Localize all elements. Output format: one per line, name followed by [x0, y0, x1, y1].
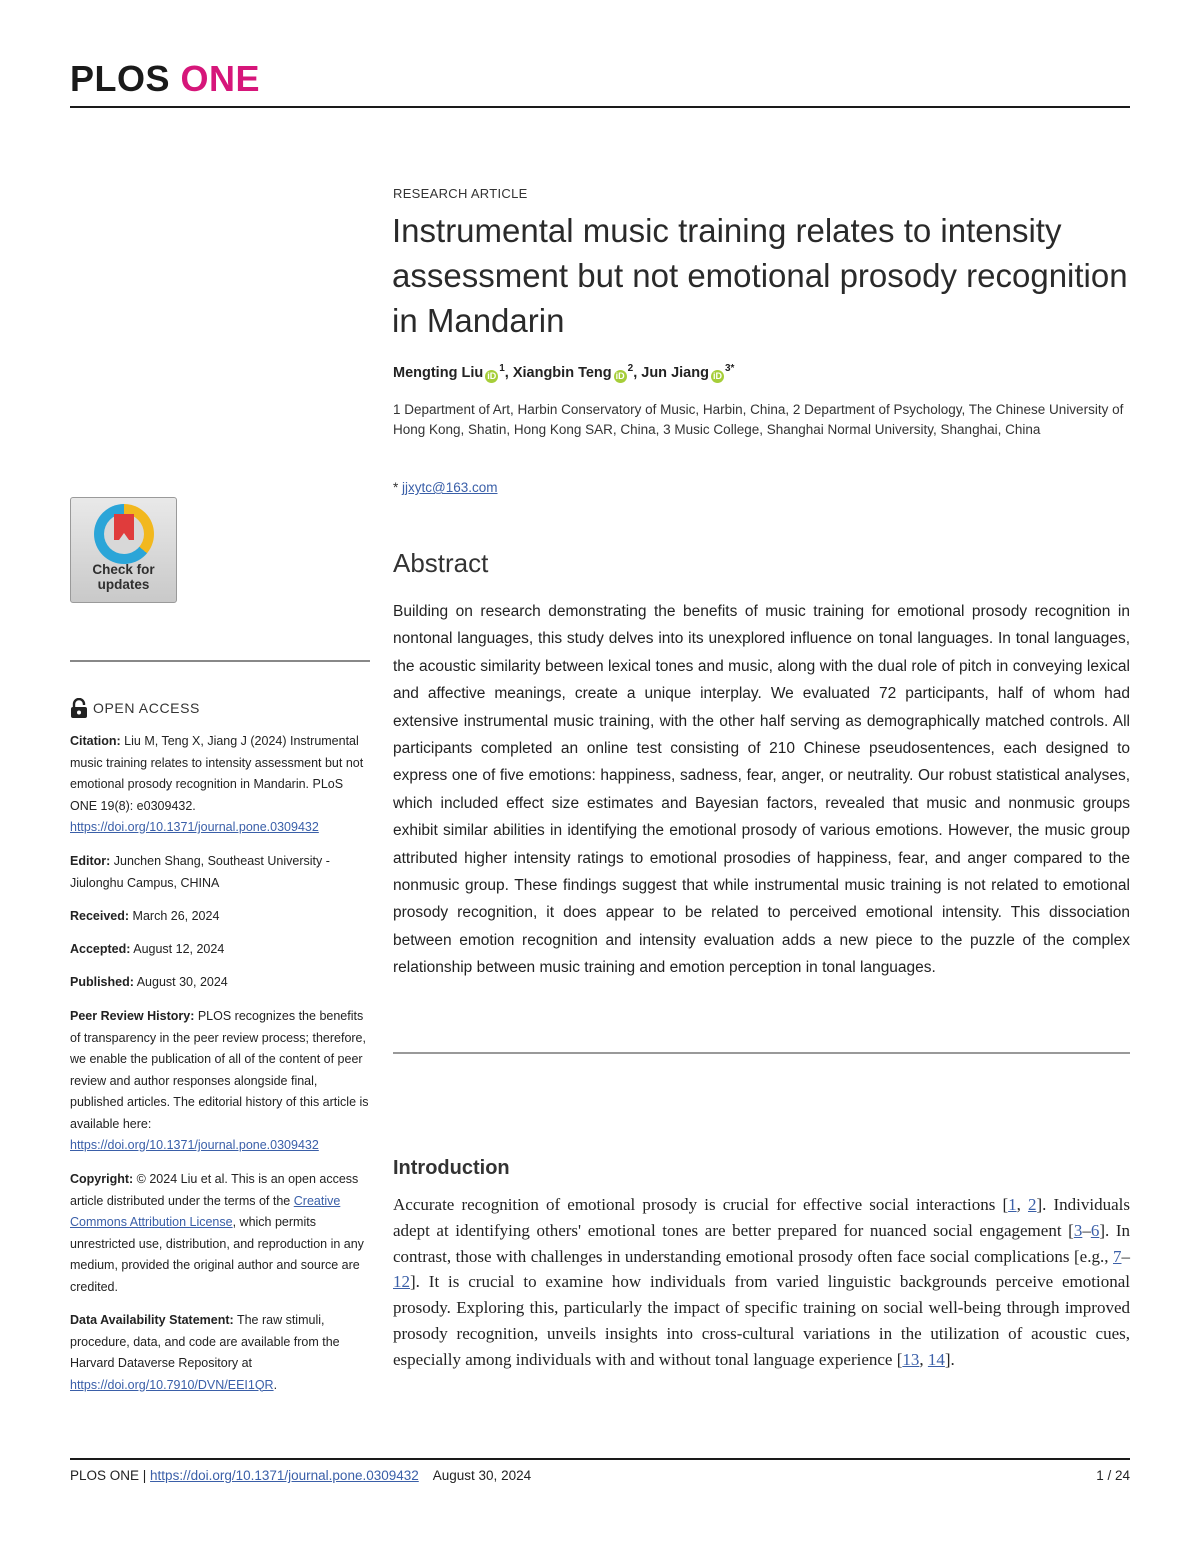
corresponding-author-mark: * — [730, 363, 735, 374]
check-for-updates-button[interactable] — [70, 497, 177, 603]
footer-doi-link[interactable]: https://doi.org/10.1371/journal.pone.0309432 — [150, 1468, 419, 1483]
copyright-text: © 2024 Liu et al. This is an open access article distributed under the terms of the — [70, 1172, 359, 1208]
accepted-block — [70, 939, 370, 961]
editor-label: Editor: — [70, 854, 111, 868]
intro-text-segment: ]. — [944, 1349, 955, 1369]
crossmark-icon — [94, 504, 154, 564]
orcid-icon[interactable]: iD — [487, 370, 497, 381]
license-link[interactable]: Creative Commons Attribution License — [70, 1193, 341, 1229]
introduction-paragraph — [393, 1192, 1130, 1373]
author-name: Jun Jiang — [641, 364, 709, 381]
published-label: Published: — [70, 975, 134, 989]
open-lock-icon — [70, 698, 88, 718]
citation-doi-link[interactable]: https://doi.org/10.1371/journal.pone.0309432 — [70, 820, 319, 834]
email-link[interactable]: jjxytc@163.com — [402, 480, 498, 495]
data-availability-end: . — [273, 1377, 278, 1392]
article-title: Instrumental music training relates to intensity assessment but not emotional prosody recognition in Mandarin — [392, 212, 1128, 339]
author-affiliation-number: 3 — [724, 363, 731, 374]
data-availability-label: Data Availability Statement: — [70, 1313, 234, 1327]
journal-logo[interactable] — [70, 58, 260, 100]
author-affiliation-number: 2 — [627, 363, 634, 374]
reference-link[interactable]: 7 — [1113, 1246, 1122, 1266]
peer-review-text: PLOS recognizes the benefits of transparency in the peer review process; therefore, we enable the publication of all of the content of peer review and author responses alongside final, published articles. The editorial history of this article is available here: — [70, 1009, 369, 1131]
author-name: Xiangbin Teng — [512, 364, 612, 381]
intro-text-segment: Accurate recognition of emotional prosody is crucial for effective social interactions [ — [393, 1195, 1009, 1214]
intro-text-segment: , — [919, 1349, 928, 1369]
reference-link[interactable]: 3 — [1073, 1220, 1083, 1240]
page-footer — [70, 1468, 531, 1483]
footer-journal: PLOS ONE — [70, 1468, 140, 1483]
citation-text: Liu M, Teng X, Jiang J (2024) Instrumental music training relates to intensity assessment but not emotional prosody recognition in Mandarin. PLoS ONE 19(8): e0309432. — [70, 734, 364, 813]
data-availability-text: The raw stimuli, procedure, data, and code are available from the Harvard Dataverse Repository at — [70, 1313, 340, 1370]
copyright-block — [70, 1169, 370, 1298]
peer-review-block — [70, 1006, 370, 1157]
intro-text-segment: ]. Individuals adept at identifying others' emotional tones are better prepared for nuanced social engagement [ — [393, 1195, 1131, 1240]
citation-block — [70, 731, 370, 839]
corresponding-star: * — [393, 480, 399, 495]
reference-link[interactable]: 12 — [393, 1272, 410, 1292]
author-separator: , — [633, 364, 642, 381]
page-number: 1 / 24 — [1096, 1468, 1130, 1483]
abstract-text: Building on research demonstrating the benefits of music training for emotional prosody recognition in nontonal languages, this study delves into its unexplored influence on tonal languages. In tonal languages, the acoustic similarity between lexical tones and music, along with the dual role of pitch in conveying lexical and affective meanings, create a unique interplay. We evaluated 72 participants, half of whom had extensive instrumental music training, with the other half serving as demographically matched controls. All participants completed an online test consisting of 210 Chinese pseudosentences, each designed to express one of five emotions: happiness, sadness, fear, anger, or neutrality. Our robust statistical analyses, which included effect size estimates and Bayesian factors, revealed that music and nonmusic groups exhibit similar abilities in identifying the emotional prosody of various emotions. However, the music group attributed higher intensity ratings to emotional prosodies of happiness, fear, and anger compared to the nonmusic group. These findings suggest that while instrumental music training is not related to emotional prosody recognition, it does appear to be related to perceived emotional intensity. This dissociation between emotion recognition and intensity evaluation adds a new piece to the puzzle of the complex relationship between music training and emotion perception in tonal languages. — [393, 603, 1130, 977]
reference-link[interactable]: 2 — [1027, 1195, 1037, 1214]
received-block — [70, 906, 370, 928]
accepted-label: Accepted: — [70, 942, 131, 956]
logo-plos: PLOS — [70, 58, 171, 99]
editor-text: Junchen Shang, Southeast University - Jiulonghu Campus, CHINA — [70, 854, 330, 890]
reference-link[interactable]: 1 — [1008, 1195, 1017, 1214]
published-block — [70, 972, 370, 994]
affiliations: 1 Department of Art, Harbin Conservatory of Music, Harbin, China, 2 Department of Psychology, The Chinese University of Hong Kong, Shatin, Hong Kong SAR, China, 3 Music College, Shanghai Normal University, Shanghai, China — [393, 402, 1124, 437]
data-availability-block — [70, 1310, 370, 1396]
open-access-badge — [70, 698, 200, 718]
header-divider — [70, 106, 1130, 108]
author-affiliation-number: 1 — [499, 363, 505, 374]
footer-separator: | — [139, 1468, 151, 1483]
orcid-icon[interactable]: iD — [615, 370, 625, 381]
peer-review-link[interactable]: https://doi.org/10.1371/journal.pone.0309432 — [70, 1138, 319, 1152]
published-date: August 30, 2024 — [136, 975, 228, 989]
reference-link[interactable]: 14 — [927, 1349, 945, 1369]
citation-label: Citation: — [70, 734, 121, 748]
author-list — [393, 363, 734, 383]
sidebar-divider — [70, 660, 370, 662]
intro-text-segment: ]. In contrast, those with challenges in understanding emotional prosody often face social complications [e.g., — [393, 1220, 1131, 1266]
copyright-label: Copyright: — [70, 1172, 134, 1186]
corresponding-email — [393, 480, 498, 495]
orcid-icon[interactable]: iD — [712, 370, 722, 381]
article-type: RESEARCH ARTICLE — [393, 186, 528, 201]
intro-text-segment: – — [1082, 1220, 1091, 1240]
intro-text-segment: ]. It is crucial to examine how individuals from varied linguistic backgrounds perceive emotional prosody. Exploring this, particularly the impact of specific training on social well-being through improved prosody recognition, unveils insights into cross-cultural variations in the utilization of acoustic cues, especially among individuals with and without tonal language experience [ — [393, 1272, 1130, 1369]
editor-block — [70, 851, 370, 894]
data-repository-link[interactable]: https://doi.org/10.7910/DVN/EEI1QR — [70, 1377, 274, 1392]
check-for-updates-label: Check for updates — [92, 562, 155, 592]
footer-divider — [70, 1458, 1130, 1460]
logo-one: ONE — [180, 58, 261, 99]
abstract-divider — [393, 1052, 1130, 1054]
copyright-text-end: , which permits unrestricted use, distribution, and reproduction in any medium, provided the original author and source are credited. — [70, 1215, 364, 1294]
author-name: Mengting Liu — [393, 364, 484, 381]
open-access-label: OPEN ACCESS — [93, 700, 200, 716]
received-label: Received: — [70, 909, 130, 923]
author-separator: , — [504, 364, 513, 381]
peer-review-label: Peer Review History: — [70, 1009, 195, 1023]
reference-link[interactable]: 6 — [1090, 1220, 1100, 1240]
introduction-heading: Introduction — [393, 1157, 510, 1179]
footer-date: August 30, 2024 — [432, 1468, 532, 1483]
received-date: March 26, 2024 — [132, 909, 220, 923]
intro-text-segment: , — [1016, 1195, 1028, 1214]
reference-link[interactable]: 13 — [902, 1349, 920, 1369]
abstract-heading: Abstract — [393, 548, 489, 578]
accepted-date: August 12, 2024 — [133, 942, 225, 956]
intro-text-segment: – — [1121, 1246, 1130, 1266]
